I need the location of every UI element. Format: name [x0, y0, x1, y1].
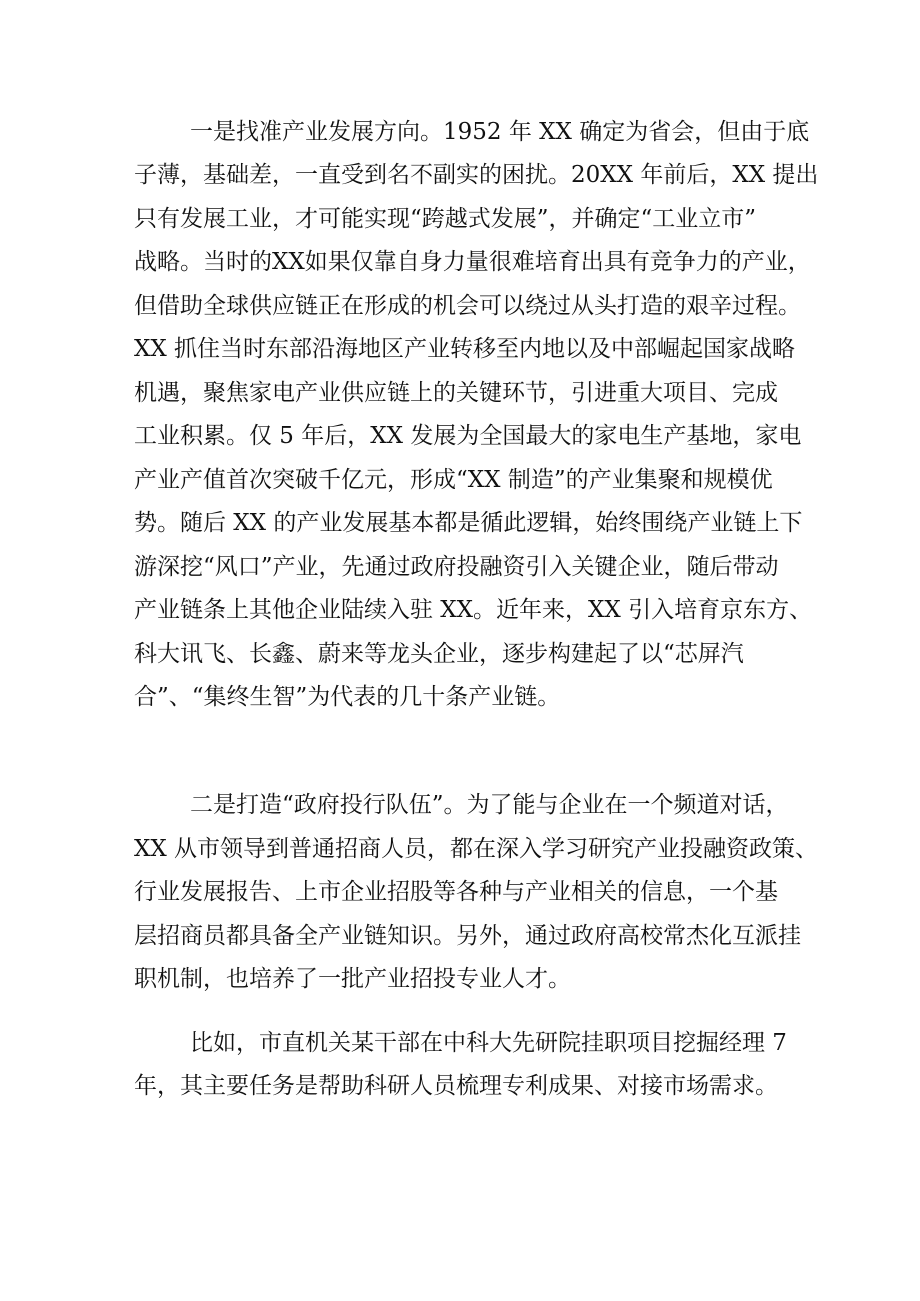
text-line: 比如，市直机关某干部在中科大先研院挂职项目挖掘经理 7 [190, 1030, 787, 1056]
text-line: 合”、“集终生智”为代表的几十条产业链。 [134, 684, 561, 710]
text-line: 只有发展工业，才可能实现“跨越式发展”，并确定“工业立市” [134, 206, 757, 232]
text-line: 层招商员都具备全产业链知识。另外，通过政府高校常杰化互派挂 [134, 923, 801, 949]
text-line: 二是打造“政府投行队伍”。为了能与企业在一个频道对话， [190, 792, 789, 818]
text-line: 势。随后 XX 的产业发展基本都是循此逻辑，始终围绕产业链上下 [134, 510, 803, 536]
text-line: 子薄，基础差，一直受到名不副实的困扰。20XX 年前后，XX 提出 [134, 162, 819, 188]
text-line: 游深挖“风口”产业，先通过政府投融资引入关键企业，随后带动 [134, 554, 779, 580]
text-line: 但借助全球供应链正在形成的机会可以绕过从头打造的艰辛过程。 [134, 293, 801, 319]
text-line: 职机制，也培养了一批产业招投专业人才。 [134, 966, 571, 992]
text-line: 战略。当时的XX如果仅靠自身力量很难培育出具有竞争力的产业， [134, 249, 811, 275]
text-line: XX 抓住当时东部沿海地区产业转移至内地以及中部崛起国家战略 [134, 336, 796, 362]
text-line: 年，其主要任务是帮助科研人员梳理专利成果、对接市场需求。 [134, 1073, 778, 1099]
text-line: 一是找准产业发展方向。1952 年 XX 确定为省会，但由于底 [190, 119, 810, 145]
text-line: 产业链条上其他企业陆续入驻 XX。近年来，XX 引入培育京东方、 [134, 597, 813, 623]
text-line: 科大讯飞、长鑫、蔚来等龙头企业，逐步构建起了以“芯屏汽 [134, 641, 744, 667]
text-line: XX 从市领导到普通招商人员，都在深入学习研究产业投融资政策、 [134, 836, 819, 862]
text-line: 产业产值首次突破千亿元，形成“XX 制造”的产业集聚和规模优 [134, 467, 773, 493]
text-line: 机遇，聚焦家电产业供应链上的关键环节，引进重大项目、完成 [134, 380, 778, 406]
text-line: 工业积累。仅 5 年后，XX 发展为全国最大的家电生产基地，家电 [134, 423, 802, 449]
text-line: 行业发展报告、上市企业招股等各种与产业相关的信息，一个基 [134, 879, 778, 905]
